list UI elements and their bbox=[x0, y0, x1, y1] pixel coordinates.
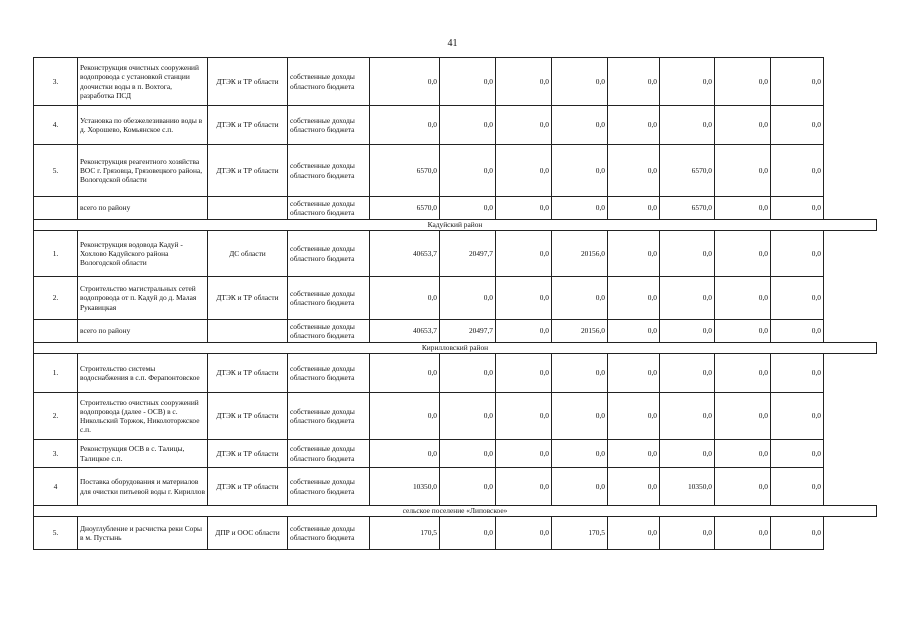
amount-cell: 0,0 bbox=[496, 517, 552, 550]
funding-source: собственные доходы областного бюджета bbox=[288, 277, 370, 320]
amount-cell: 0,0 bbox=[608, 354, 660, 393]
amount-cell: 0,0 bbox=[552, 393, 608, 440]
project-name: Реконструкция очистных сооружений водопровода с установкой станции доочистки воды в п. Вохтога, разработка ПСД bbox=[78, 58, 208, 106]
executor: ДТЭК и ТР области bbox=[208, 106, 288, 145]
amount-cell: 0,0 bbox=[660, 231, 715, 277]
funding-source: собственные доходы областного бюджета bbox=[288, 231, 370, 277]
amount-cell: 0,0 bbox=[715, 231, 771, 277]
section-header-row bbox=[34, 506, 877, 517]
funding-source: собственные доходы областного бюджета bbox=[288, 440, 370, 468]
amount-cell: 0,0 bbox=[715, 106, 771, 145]
amount-cell: 0,0 bbox=[496, 197, 552, 220]
amount-cell: 0,0 bbox=[370, 277, 440, 320]
amount-cell: 0,0 bbox=[608, 58, 660, 106]
funding-source: собственные доходы областного бюджета bbox=[288, 58, 370, 106]
amount-cell: 0,0 bbox=[370, 106, 440, 145]
executor: ДПР и ООС области bbox=[208, 517, 288, 550]
amount-cell: 0,0 bbox=[771, 277, 824, 320]
amount-cell: 0,0 bbox=[660, 354, 715, 393]
amount-cell: 0,0 bbox=[771, 58, 824, 106]
amount-cell: 0,0 bbox=[370, 354, 440, 393]
row-number: 5. bbox=[34, 145, 78, 197]
row-number: 4 bbox=[34, 468, 78, 506]
amount-cell: 0,0 bbox=[660, 58, 715, 106]
row-number: 1. bbox=[34, 231, 78, 277]
amount-cell: 0,0 bbox=[715, 197, 771, 220]
amount-cell: 0,0 bbox=[715, 320, 771, 343]
total-row bbox=[34, 320, 877, 343]
section-header-row bbox=[34, 220, 877, 231]
executor: ДТЭК и ТР области bbox=[208, 393, 288, 440]
amount-cell: 0,0 bbox=[440, 277, 496, 320]
page-number: 41 bbox=[447, 38, 458, 49]
amount-cell: 0,0 bbox=[608, 277, 660, 320]
amount-cell: 0,0 bbox=[771, 393, 824, 440]
amount-cell: 0,0 bbox=[608, 517, 660, 550]
executor: ДТЭК и ТР области bbox=[208, 440, 288, 468]
funding-source: собственные доходы областного бюджета bbox=[288, 468, 370, 506]
amount-cell: 0,0 bbox=[771, 231, 824, 277]
table-row bbox=[34, 468, 877, 506]
amount-cell: 0,0 bbox=[771, 354, 824, 393]
row-number: 2. bbox=[34, 277, 78, 320]
amount-cell: 0,0 bbox=[552, 58, 608, 106]
amount-cell: 0,0 bbox=[771, 320, 824, 343]
budget-table bbox=[33, 57, 877, 550]
funding-source: собственные доходы областного бюджета bbox=[288, 517, 370, 550]
amount-cell: 0,0 bbox=[552, 468, 608, 506]
executor: ДТЭК и ТР области bbox=[208, 277, 288, 320]
amount-cell: 0,0 bbox=[552, 197, 608, 220]
amount-cell: 6570,0 bbox=[370, 145, 440, 197]
amount-cell: 0,0 bbox=[715, 277, 771, 320]
amount-cell: 0,0 bbox=[440, 393, 496, 440]
amount-cell: 0,0 bbox=[370, 58, 440, 106]
project-name: Дноуглубление и расчистка реки Соры в м. Пустынь bbox=[78, 517, 208, 550]
executor: ДС области bbox=[208, 231, 288, 277]
funding-source: собственные доходы областного бюджета bbox=[288, 145, 370, 197]
amount-cell: 0,0 bbox=[440, 517, 496, 550]
amount-cell: 0,0 bbox=[715, 517, 771, 550]
amount-cell: 0,0 bbox=[660, 517, 715, 550]
executor: ДТЭК и ТР области bbox=[208, 354, 288, 393]
amount-cell: 0,0 bbox=[660, 320, 715, 343]
table-row bbox=[34, 145, 877, 197]
amount-cell: 0,0 bbox=[496, 468, 552, 506]
amount-cell: 0,0 bbox=[440, 145, 496, 197]
amount-cell: 0,0 bbox=[715, 145, 771, 197]
project-name: всего по району bbox=[78, 320, 208, 343]
row-number bbox=[34, 320, 78, 343]
amount-cell: 0,0 bbox=[608, 231, 660, 277]
table-row bbox=[34, 106, 877, 145]
project-name: Реконструкция ОСВ в с. Талицы, Талицкое с.п. bbox=[78, 440, 208, 468]
amount-cell: 0,0 bbox=[370, 440, 440, 468]
amount-cell: 0,0 bbox=[608, 145, 660, 197]
row-number: 3. bbox=[34, 440, 78, 468]
amount-cell: 0,0 bbox=[660, 393, 715, 440]
executor bbox=[208, 320, 288, 343]
amount-cell: 0,0 bbox=[660, 277, 715, 320]
amount-cell: 0,0 bbox=[660, 440, 715, 468]
amount-cell: 170,5 bbox=[552, 517, 608, 550]
amount-cell: 0,0 bbox=[440, 106, 496, 145]
row-number bbox=[34, 197, 78, 220]
amount-cell: 0,0 bbox=[715, 393, 771, 440]
table-row bbox=[34, 58, 877, 106]
row-number: 1. bbox=[34, 354, 78, 393]
amount-cell: 0,0 bbox=[496, 277, 552, 320]
amount-cell: 0,0 bbox=[440, 58, 496, 106]
amount-cell: 20497,7 bbox=[440, 320, 496, 343]
amount-cell: 40653,7 bbox=[370, 320, 440, 343]
project-name: Реконструкция водовода Кадуй - Хохлово Кадуйского района Вологодской области bbox=[78, 231, 208, 277]
amount-cell: 0,0 bbox=[440, 197, 496, 220]
project-name: Поставка оборудования и материалов для очистки питьевой воды г. Кириллов bbox=[78, 468, 208, 506]
amount-cell: 0,0 bbox=[771, 106, 824, 145]
amount-cell: 0,0 bbox=[496, 354, 552, 393]
project-name: Строительство магистральных сетей водопровода от п. Кадуй до д. Малая Рукавицкая bbox=[78, 277, 208, 320]
table-row bbox=[34, 231, 877, 277]
amount-cell: 0,0 bbox=[552, 354, 608, 393]
amount-cell: 0,0 bbox=[608, 197, 660, 220]
amount-cell: 6570,0 bbox=[370, 197, 440, 220]
amount-cell: 0,0 bbox=[552, 145, 608, 197]
table-row bbox=[34, 517, 877, 550]
project-name: всего по району bbox=[78, 197, 208, 220]
row-number: 5. bbox=[34, 517, 78, 550]
amount-cell: 0,0 bbox=[771, 517, 824, 550]
amount-cell: 0,0 bbox=[496, 440, 552, 468]
section-title: Кадуйский район bbox=[34, 220, 877, 231]
amount-cell: 6570,0 bbox=[660, 197, 715, 220]
amount-cell: 170,5 bbox=[370, 517, 440, 550]
amount-cell: 0,0 bbox=[496, 145, 552, 197]
row-number: 2. bbox=[34, 393, 78, 440]
project-name: Строительство очистных сооружений водопровода (далее - ОСВ) в с. Никольский Торжок, Николоторжское с.п. bbox=[78, 393, 208, 440]
table-row bbox=[34, 393, 877, 440]
section-header-row bbox=[34, 343, 877, 354]
amount-cell: 0,0 bbox=[715, 440, 771, 468]
amount-cell: 0,0 bbox=[771, 145, 824, 197]
amount-cell: 0,0 bbox=[771, 468, 824, 506]
amount-cell: 0,0 bbox=[715, 468, 771, 506]
amount-cell: 0,0 bbox=[496, 320, 552, 343]
amount-cell: 10350,0 bbox=[660, 468, 715, 506]
project-name: Строительство системы водоснабжения в с.п. Ферапонтовское bbox=[78, 354, 208, 393]
funding-source: собственные доходы областного бюджета bbox=[288, 106, 370, 145]
amount-cell: 0,0 bbox=[496, 393, 552, 440]
project-name: Установка по обезжелезиванию воды в д. Хорошево, Комьянское с.п. bbox=[78, 106, 208, 145]
amount-cell: 20156,0 bbox=[552, 231, 608, 277]
section-title: Кирилловский район bbox=[34, 343, 877, 354]
amount-cell: 6570,0 bbox=[660, 145, 715, 197]
amount-cell: 0,0 bbox=[608, 468, 660, 506]
amount-cell: 0,0 bbox=[608, 320, 660, 343]
amount-cell: 0,0 bbox=[440, 468, 496, 506]
table-row bbox=[34, 354, 877, 393]
project-name: Реконструкция реагентного хозяйства ВОС г. Грязовца, Грязовецкого района, Вологодской области bbox=[78, 145, 208, 197]
amount-cell: 20156,0 bbox=[552, 320, 608, 343]
table-row bbox=[34, 440, 877, 468]
amount-cell: 0,0 bbox=[608, 393, 660, 440]
amount-cell: 0,0 bbox=[608, 440, 660, 468]
amount-cell: 0,0 bbox=[552, 277, 608, 320]
amount-cell: 0,0 bbox=[608, 106, 660, 145]
amount-cell: 20497,7 bbox=[440, 231, 496, 277]
row-number: 3. bbox=[34, 58, 78, 106]
amount-cell: 10350,0 bbox=[370, 468, 440, 506]
funding-source: собственные доходы областного бюджета bbox=[288, 197, 370, 220]
executor: ДТЭК и ТР области bbox=[208, 145, 288, 197]
amount-cell: 0,0 bbox=[715, 58, 771, 106]
amount-cell: 0,0 bbox=[370, 393, 440, 440]
amount-cell: 0,0 bbox=[496, 106, 552, 145]
funding-source: собственные доходы областного бюджета bbox=[288, 320, 370, 343]
table-row bbox=[34, 277, 877, 320]
executor bbox=[208, 197, 288, 220]
section-title: сельское поселение «Липовское» bbox=[34, 506, 877, 517]
total-row bbox=[34, 197, 877, 220]
amount-cell: 0,0 bbox=[715, 354, 771, 393]
amount-cell: 0,0 bbox=[771, 440, 824, 468]
row-number: 4. bbox=[34, 106, 78, 145]
amount-cell: 0,0 bbox=[660, 106, 715, 145]
executor: ДТЭК и ТР области bbox=[208, 468, 288, 506]
amount-cell: 0,0 bbox=[552, 106, 608, 145]
amount-cell: 0,0 bbox=[496, 58, 552, 106]
executor: ДТЭК и ТР области bbox=[208, 58, 288, 106]
amount-cell: 0,0 bbox=[440, 354, 496, 393]
funding-source: собственные доходы областного бюджета bbox=[288, 354, 370, 393]
amount-cell: 0,0 bbox=[771, 197, 824, 220]
funding-source: собственные доходы областного бюджета bbox=[288, 393, 370, 440]
amount-cell: 0,0 bbox=[552, 440, 608, 468]
amount-cell: 0,0 bbox=[496, 231, 552, 277]
amount-cell: 0,0 bbox=[440, 440, 496, 468]
amount-cell: 40653,7 bbox=[370, 231, 440, 277]
